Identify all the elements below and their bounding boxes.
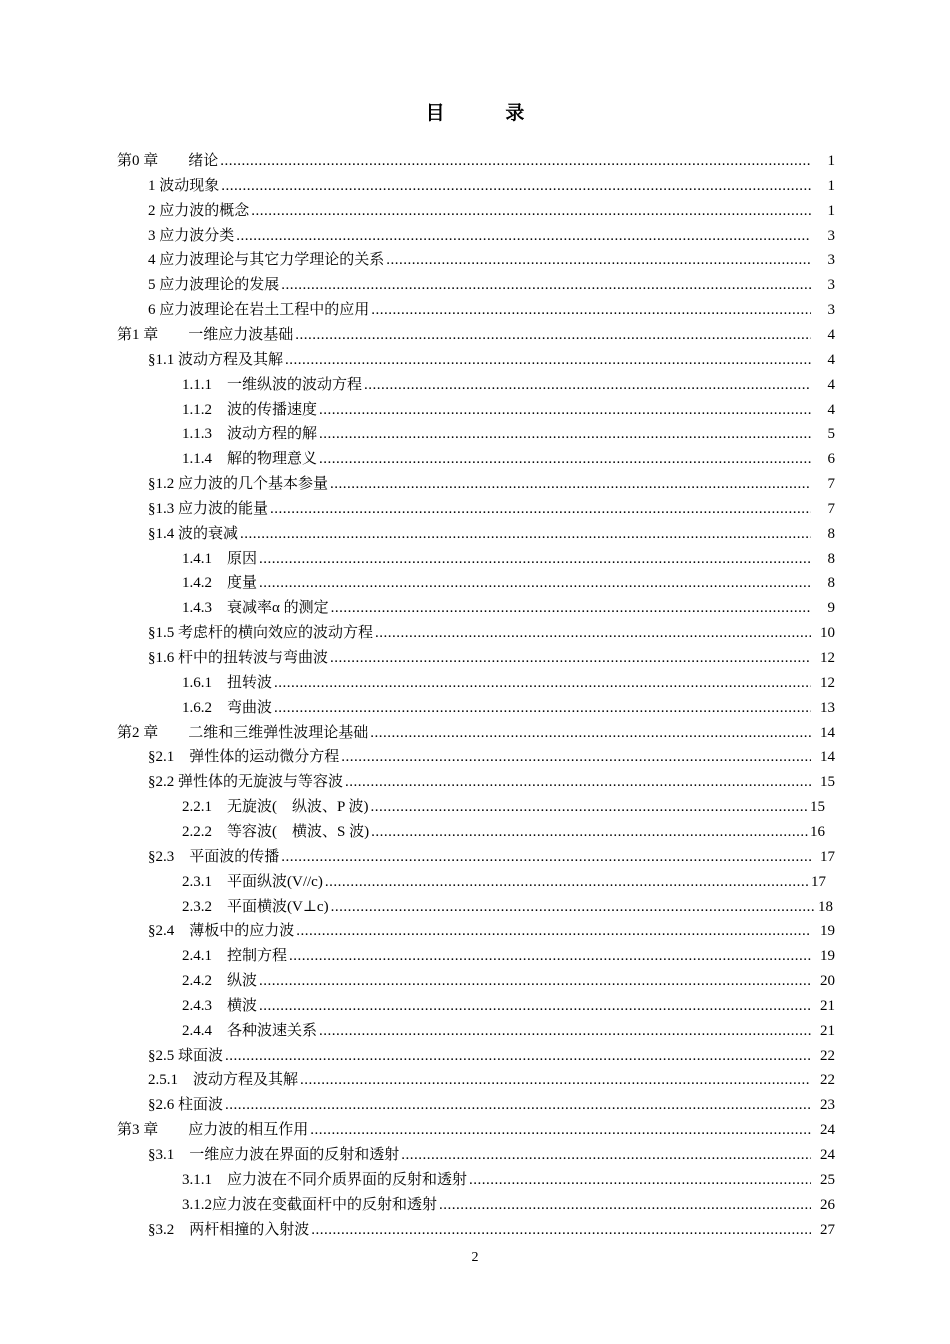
toc-entry-label: 2.3.2 平面横波(V⊥c) xyxy=(182,898,329,915)
toc-entry[interactable] xyxy=(148,1094,835,1116)
toc-entry[interactable] xyxy=(182,374,835,396)
dot-leader xyxy=(319,448,811,470)
toc-entry-label: 2.4.4 各种波速关系 xyxy=(182,1022,318,1039)
dot-leader xyxy=(319,399,811,421)
toc-entry-label: 2.2.2 等容波( 横波、S 波) xyxy=(182,823,370,840)
toc-entry[interactable] xyxy=(182,871,826,893)
toc-entry-label: §2.4 薄板中的应力波 xyxy=(148,923,295,940)
toc-entry-page: 21 xyxy=(820,1022,835,1039)
dot-leader xyxy=(331,896,816,918)
dot-leader xyxy=(319,1020,811,1042)
dot-leader xyxy=(270,498,811,520)
toc-entry-page: 17 xyxy=(820,848,835,865)
dot-leader xyxy=(274,672,811,694)
dot-leader xyxy=(221,175,811,197)
toc-entry[interactable] xyxy=(182,697,835,719)
toc-entry[interactable] xyxy=(148,498,835,520)
toc-entry[interactable] xyxy=(182,945,835,967)
toc-entry-label: 2.4.3 横波 xyxy=(182,997,258,1014)
toc-entry[interactable] xyxy=(117,324,835,346)
toc-entry-page: 4 xyxy=(827,401,835,418)
dot-leader xyxy=(371,299,811,321)
toc-entry[interactable] xyxy=(148,473,835,495)
dot-leader xyxy=(220,150,811,172)
toc-entry[interactable] xyxy=(182,597,835,619)
dot-leader xyxy=(371,821,808,843)
dot-leader xyxy=(281,846,811,868)
toc-entry[interactable] xyxy=(148,1045,835,1067)
toc-entry-page: 20 xyxy=(820,973,835,990)
toc-entry-label: 6 应力波理论在岩土工程中的应用 xyxy=(148,302,370,319)
toc-entry-page: 26 xyxy=(820,1196,835,1213)
toc-entry-page: 15 xyxy=(810,799,825,816)
toc-entry-page: 18 xyxy=(818,898,833,915)
toc-entry-page: 25 xyxy=(820,1171,835,1188)
toc-entry[interactable] xyxy=(182,1020,835,1042)
toc-entry-label: 1.4.2 度量 xyxy=(182,575,258,592)
title-char-2: 录 xyxy=(505,103,525,124)
toc-entry[interactable] xyxy=(182,821,825,843)
toc-entry-label: §1.3 应力波的能量 xyxy=(148,500,269,517)
dot-leader xyxy=(259,970,811,992)
dot-leader xyxy=(295,324,811,346)
toc-entry[interactable] xyxy=(182,1194,835,1216)
toc-entry-label: 1.1.3 波动方程的解 xyxy=(182,426,318,443)
toc-entry-label: 2.4.1 控制方程 xyxy=(182,948,288,965)
toc-entry-page: 9 xyxy=(827,600,835,617)
dot-leader xyxy=(259,995,811,1017)
toc-entry-label: 第0 章 绪论 xyxy=(117,153,219,169)
dot-leader xyxy=(296,920,811,942)
dot-leader xyxy=(259,548,811,570)
toc-entry-label: 4 应力波理论与其它力学理论的关系 xyxy=(148,252,385,269)
dot-leader xyxy=(310,1119,811,1141)
toc-entry-page: 8 xyxy=(827,550,835,567)
toc-entry[interactable] xyxy=(117,722,835,744)
toc-entry-page: 19 xyxy=(820,923,835,940)
toc-entry-label: §3.2 两杆相撞的入射波 xyxy=(148,1221,310,1238)
toc-entry-page: 3 xyxy=(827,252,835,269)
dot-leader xyxy=(281,274,811,296)
toc-entry-label: §3.1 一维应力波在界面的反射和透射 xyxy=(148,1147,400,1163)
toc-entry-page: 3 xyxy=(827,227,835,244)
toc-entry[interactable] xyxy=(182,1169,835,1191)
dot-leader xyxy=(331,597,811,619)
toc-entry-label: §1.1 波动方程及其解 xyxy=(148,351,284,368)
dot-leader xyxy=(439,1194,811,1216)
dot-leader xyxy=(371,796,808,818)
toc-entry-page: 4 xyxy=(827,376,835,393)
dot-leader xyxy=(319,423,811,445)
dot-leader xyxy=(289,945,811,967)
toc-entry-label: §2.6 柱面波 xyxy=(148,1097,224,1114)
toc-entry-page: 10 xyxy=(820,625,835,642)
toc-entry[interactable] xyxy=(148,225,835,247)
toc-entry-page: 16 xyxy=(810,823,825,840)
toc-entry-page: 17 xyxy=(811,873,826,890)
dot-leader xyxy=(300,1069,811,1091)
toc-entry-page: 7 xyxy=(827,476,835,493)
toc-entry[interactable] xyxy=(182,672,835,694)
toc-entry-label: 1.1.4 解的物理意义 xyxy=(182,451,318,468)
toc-entry[interactable] xyxy=(182,399,835,421)
toc-entry-page: 1 xyxy=(827,153,835,169)
toc-entry-label: 第3 章 应力波的相互作用 xyxy=(117,1122,309,1139)
toc-entry-label: 2.5.1 波动方程及其解 xyxy=(148,1072,299,1089)
toc-entry-page: 6 xyxy=(827,451,835,468)
toc-entry-label: 1.6.1 扭转波 xyxy=(182,674,273,691)
toc-entry-page: 12 xyxy=(820,650,835,666)
toc-entry-label: 1.1.2 波的传播速度 xyxy=(182,401,318,418)
toc-entry-page: 15 xyxy=(820,774,835,791)
dot-leader xyxy=(364,374,811,396)
toc-entry-page: 3 xyxy=(827,277,835,294)
dot-leader xyxy=(311,1219,811,1241)
toc-entry-page: 5 xyxy=(827,426,835,443)
toc-entry-label: 2.4.2 纵波 xyxy=(182,973,258,990)
toc-entry-page: 4 xyxy=(827,326,835,343)
toc-entry-page: 24 xyxy=(820,1122,835,1139)
toc-entry[interactable] xyxy=(148,746,835,768)
toc-entry[interactable] xyxy=(148,299,835,321)
toc-entry[interactable] xyxy=(117,1119,835,1141)
toc-entry-page: 14 xyxy=(820,749,835,766)
page-number: 2 xyxy=(471,1250,479,1265)
toc-entry-label: 1.4.1 原因 xyxy=(182,550,258,567)
toc-entry[interactable] xyxy=(148,846,835,868)
toc-entry[interactable] xyxy=(148,274,835,296)
title-char-1: 目 xyxy=(425,103,445,124)
toc-entry-label: §2.1 弹性体的运动微分方程 xyxy=(148,749,340,766)
toc-entry-label: 2.2.1 无旋波( 纵波、P 波) xyxy=(182,799,369,816)
toc-entry[interactable] xyxy=(182,548,835,570)
toc-entry[interactable] xyxy=(148,771,835,793)
toc-entry-label: 1.1.1 一维纵波的波动方程 xyxy=(182,376,363,393)
toc-entry[interactable] xyxy=(182,448,835,470)
toc-entry-label: 5 应力波理论的发展 xyxy=(148,277,280,294)
toc-entry[interactable] xyxy=(148,175,835,197)
toc-entry-label: §1.2 应力波的几个基本参量 xyxy=(148,476,329,493)
toc-entry-label: 3 应力波分类 xyxy=(148,227,235,244)
toc-entry-page: 14 xyxy=(820,724,835,741)
toc-entry-page: 21 xyxy=(820,997,835,1014)
toc-entry-page: 24 xyxy=(820,1147,835,1163)
dot-leader xyxy=(240,523,811,545)
toc-entry-label: 1 波动现象 xyxy=(148,177,220,194)
toc-entry[interactable] xyxy=(182,970,835,992)
toc-entry[interactable] xyxy=(148,622,835,644)
toc-entry-page: 4 xyxy=(827,351,835,368)
toc-entry[interactable] xyxy=(182,796,825,818)
toc-entry[interactable] xyxy=(148,349,835,371)
toc-entry-label: §1.5 考虑杆的横向效应的波动方程 xyxy=(148,625,374,642)
toc-entry-page: 12 xyxy=(820,674,835,691)
dot-leader xyxy=(285,349,811,371)
toc-entry[interactable] xyxy=(117,150,835,172)
dot-leader xyxy=(236,225,811,247)
dot-leader xyxy=(225,1094,811,1116)
toc-entry-page: 8 xyxy=(827,575,835,592)
toc-entry-page: 1 xyxy=(827,177,835,194)
toc-entry[interactable] xyxy=(182,896,833,918)
toc-entry[interactable] xyxy=(182,572,835,594)
dot-leader xyxy=(370,722,811,744)
toc-entry-label: 第2 章 二维和三维弹性波理论基础 xyxy=(117,724,369,741)
dot-leader xyxy=(375,622,811,644)
toc-entry-page: 22 xyxy=(820,1047,835,1064)
toc-entry-label: §2.2 弹性体的无旋波与等容波 xyxy=(148,774,344,791)
page-title xyxy=(0,98,950,125)
dot-leader xyxy=(341,746,811,768)
toc-entry-label: 3.1.1 应力波在不同介质界面的反射和透射 xyxy=(182,1171,468,1188)
toc-entry-label: §2.3 平面波的传播 xyxy=(148,848,280,865)
toc-entry[interactable] xyxy=(148,1219,835,1241)
toc-entry-page: 3 xyxy=(827,302,835,319)
toc-entry-page: 13 xyxy=(820,699,835,716)
toc-entry-page: 22 xyxy=(820,1072,835,1089)
toc-entry[interactable] xyxy=(148,523,835,545)
toc-entry-page: 8 xyxy=(827,525,835,542)
toc-entry[interactable] xyxy=(148,1144,835,1166)
dot-leader xyxy=(251,200,811,222)
toc-entry-label: 2.3.1 平面纵波(V//c) xyxy=(182,873,323,890)
toc-entry-page: 27 xyxy=(820,1221,835,1238)
toc-entry-label: 1.4.3 衰减率α 的测定 xyxy=(182,600,329,617)
toc-entry-label: 2 应力波的概念 xyxy=(148,202,250,219)
dot-leader xyxy=(330,647,811,669)
dot-leader xyxy=(225,1045,811,1067)
toc-entry[interactable] xyxy=(182,995,835,1017)
dot-leader xyxy=(345,771,811,793)
toc-entry-page: 23 xyxy=(820,1097,835,1114)
toc-entry-label: §1.4 波的衰减 xyxy=(148,525,239,542)
toc-entry[interactable] xyxy=(148,647,835,669)
dot-leader xyxy=(401,1144,811,1166)
dot-leader xyxy=(330,473,811,495)
toc-entry-label: §2.5 球面波 xyxy=(148,1047,224,1064)
toc-entry[interactable] xyxy=(148,249,835,271)
dot-leader xyxy=(259,572,811,594)
toc-entry-page: 7 xyxy=(827,500,835,517)
toc-entry-page: 19 xyxy=(820,948,835,965)
dot-leader xyxy=(469,1169,811,1191)
toc-entry[interactable] xyxy=(182,423,835,445)
dot-leader xyxy=(325,871,809,893)
toc-entry-label: 第1 章 一维应力波基础 xyxy=(117,326,294,343)
toc-entry-label: 3.1.2应力波在变截面杆中的反射和透射 xyxy=(182,1196,438,1213)
toc-entry[interactable] xyxy=(148,200,835,222)
dot-leader xyxy=(274,697,811,719)
toc-entry-label: §1.6 杆中的扭转波与弯曲波 xyxy=(148,650,329,666)
toc-entry[interactable] xyxy=(148,1069,835,1091)
toc-entry[interactable] xyxy=(148,920,835,942)
toc-entry-page: 1 xyxy=(827,202,835,219)
dot-leader xyxy=(386,249,811,271)
toc-entry-label: 1.6.2 弯曲波 xyxy=(182,699,273,716)
